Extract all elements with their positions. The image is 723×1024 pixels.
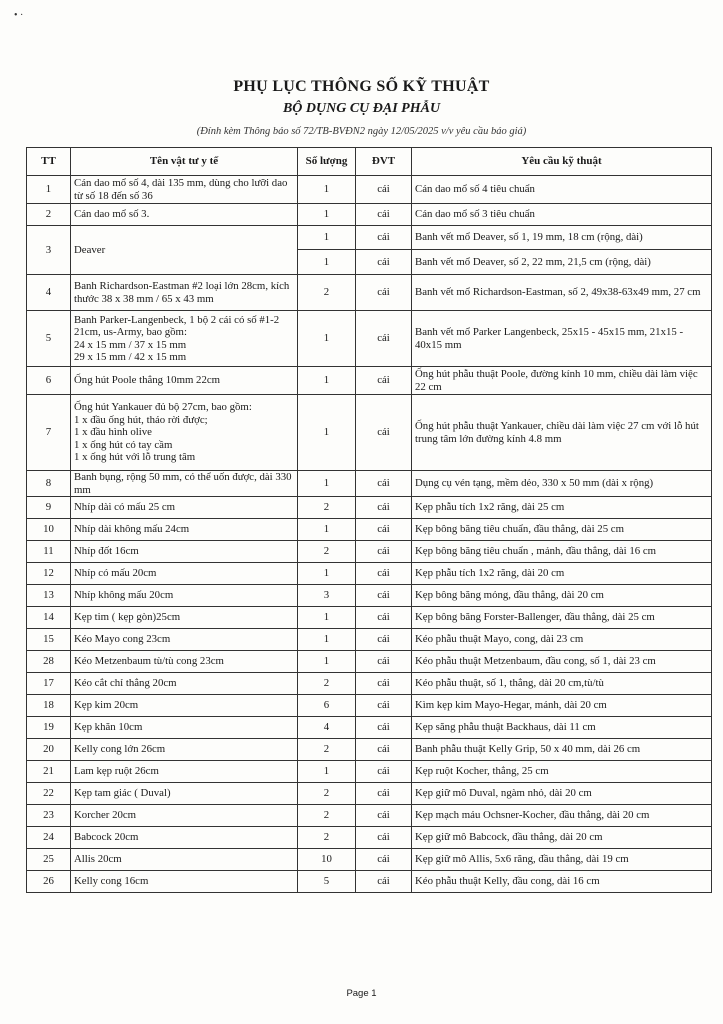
cell-spec: Kẹp giữ mô Babcock, đầu thẳng, dài 20 cm — [412, 827, 712, 849]
cell-name: Nhíp dài không mấu 24cm — [71, 519, 298, 541]
cell-unit: cái — [356, 395, 412, 471]
page-footer: Page 1 — [346, 988, 377, 999]
table-row — [27, 871, 712, 893]
cell-tt: 26 — [27, 871, 71, 893]
cell-spec: Kẹp ruột Kocher, thẳng, 25 cm — [412, 761, 712, 783]
spec-table — [26, 147, 712, 893]
cell-name: Korcher 20cm — [71, 805, 298, 827]
cell-spec: Banh vết mổ Parker Langenbeck, 25x15 - 45x15 mm, 21x15 - 40x15 mm — [412, 311, 712, 367]
cell-qty: 1 — [298, 607, 356, 629]
cell-name: Kéo Mayo cong 23cm — [71, 629, 298, 651]
cell-tt: 14 — [27, 607, 71, 629]
cell-tt: 2 — [27, 204, 71, 226]
cell-spec: Kẹp phẫu tích 1x2 răng, dài 20 cm — [412, 563, 712, 585]
cell-name: Nhíp dài có mấu 25 cm — [71, 497, 298, 519]
cell-tt: 3 — [27, 226, 71, 275]
table-row — [27, 367, 712, 395]
cell-spec: Banh phẫu thuật Kelly Grip, 50 x 40 mm, dài 26 cm — [412, 739, 712, 761]
cell-tt: 9 — [27, 497, 71, 519]
cell-unit: cái — [356, 871, 412, 893]
table-row — [27, 695, 712, 717]
cell-name: Nhíp không mấu 20cm — [71, 585, 298, 607]
corner-mark: • · — [14, 10, 24, 21]
cell-qty: 1 — [298, 226, 356, 250]
reference-note: (Đính kèm Thông báo số 72/TB-BVĐN2 ngày 12/05/2025 v/v yêu cầu báo giá) — [196, 126, 527, 137]
table-row — [27, 629, 712, 651]
cell-spec: Ống hút phẫu thuật Yankauer, chiều dài làm việc 27 cm với lỗ hút trung tâm lớn đường kính 4.8 mm — [412, 395, 712, 471]
table-row — [27, 497, 712, 519]
cell-unit: cái — [356, 849, 412, 871]
cell-tt: 24 — [27, 827, 71, 849]
cell-name: Banh bụng, rộng 50 mm, có thể uốn được, dài 330 mm — [71, 471, 298, 497]
table-row — [27, 739, 712, 761]
cell-qty: 1 — [298, 176, 356, 204]
cell-tt: 11 — [27, 541, 71, 563]
cell-spec: Kẹp bông băng Forster-Ballenger, đầu thẳng, dài 25 cm — [412, 607, 712, 629]
cell-spec: Kẹp mạch máu Ochsner-Kocher, đầu thẳng, dài 20 cm — [412, 805, 712, 827]
cell-unit: cái — [356, 563, 412, 585]
cell-tt: 12 — [27, 563, 71, 585]
cell-tt: 19 — [27, 717, 71, 739]
cell-qty: 1 — [298, 761, 356, 783]
cell-unit: cái — [356, 761, 412, 783]
cell-tt: 7 — [27, 395, 71, 471]
cell-qty: 4 — [298, 717, 356, 739]
cell-spec: Kẹp bông băng tiêu chuẩn, đầu thẳng, dài 25 cm — [412, 519, 712, 541]
header-name: Tên vật tư y tế — [71, 148, 298, 176]
cell-unit: cái — [356, 673, 412, 695]
cell-tt: 21 — [27, 761, 71, 783]
cell-spec: Cán dao mổ số 4 tiêu chuẩn — [412, 176, 712, 204]
cell-spec: Kéo phẫu thuật Metzenbaum, đầu cong, số 1, dài 23 cm — [412, 651, 712, 673]
table-row — [27, 761, 712, 783]
cell-unit: cái — [356, 471, 412, 497]
cell-unit: cái — [356, 629, 412, 651]
cell-name: Kẹp tam giác ( Duval) — [71, 783, 298, 805]
cell-qty: 2 — [298, 497, 356, 519]
cell-qty: 1 — [298, 311, 356, 367]
cell-unit: cái — [356, 367, 412, 395]
cell-unit: cái — [356, 717, 412, 739]
cell-spec: Kẹp phẫu tích 1x2 răng, dài 25 cm — [412, 497, 712, 519]
cell-qty: 2 — [298, 275, 356, 311]
cell-unit: cái — [356, 226, 412, 250]
cell-qty: 10 — [298, 849, 356, 871]
cell-spec: Kẹp bông băng mỏng, đầu thẳng, dài 20 cm — [412, 585, 712, 607]
cell-qty: 1 — [298, 563, 356, 585]
cell-tt: 25 — [27, 849, 71, 871]
cell-spec: Ống hút phẫu thuật Poole, đường kính 10 mm, chiều dài làm việc 22 cm — [412, 367, 712, 395]
cell-unit: cái — [356, 250, 412, 275]
cell-tt: 8 — [27, 471, 71, 497]
cell-name: Allis 20cm — [71, 849, 298, 871]
cell-name: Kẹp kim 20cm — [71, 695, 298, 717]
table-row — [27, 673, 712, 695]
cell-spec: Kẹp giữ mô Allis, 5x6 răng, đầu thẳng, dài 19 cm — [412, 849, 712, 871]
cell-tt: 23 — [27, 805, 71, 827]
cell-name: Ống hút Poole thẳng 10mm 22cm — [71, 367, 298, 395]
cell-name: Ống hút Yankauer đủ bộ 27cm, bao gồm: 1 x đầu ống hút, tháo rời được; 1 x đầu hình olive 1 x ống hút có tay cầm 1 x ống hút với lỗ trung tâm — [71, 395, 298, 471]
cell-unit: cái — [356, 651, 412, 673]
cell-name: Kelly cong 16cm — [71, 871, 298, 893]
table-row — [27, 827, 712, 849]
cell-spec: Kìm kẹp kim Mayo-Hegar, mảnh, dài 20 cm — [412, 695, 712, 717]
header-qty: Số lượng — [298, 148, 356, 176]
cell-unit: cái — [356, 585, 412, 607]
cell-spec: Cán dao mổ số 3 tiêu chuẩn — [412, 204, 712, 226]
cell-qty: 1 — [298, 250, 356, 275]
cell-tt: 1 — [27, 176, 71, 204]
cell-unit: cái — [356, 541, 412, 563]
cell-unit: cái — [356, 275, 412, 311]
cell-qty: 1 — [298, 204, 356, 226]
cell-qty: 1 — [298, 519, 356, 541]
cell-name: Deaver — [71, 226, 298, 275]
table-row — [27, 311, 712, 367]
cell-qty: 1 — [298, 471, 356, 497]
cell-unit: cái — [356, 176, 412, 204]
cell-name: Kelly cong lớn 26cm — [71, 739, 298, 761]
table-body — [27, 176, 712, 893]
cell-tt: 20 — [27, 739, 71, 761]
cell-qty: 2 — [298, 805, 356, 827]
cell-unit: cái — [356, 805, 412, 827]
cell-unit: cái — [356, 739, 412, 761]
cell-unit: cái — [356, 783, 412, 805]
cell-qty: 1 — [298, 395, 356, 471]
table-row — [27, 783, 712, 805]
table-row — [27, 519, 712, 541]
table-row — [27, 805, 712, 827]
header-tt: TT — [27, 148, 71, 176]
cell-qty: 3 — [298, 585, 356, 607]
table-row — [27, 226, 712, 250]
cell-name: Kẹp khăn 10cm — [71, 717, 298, 739]
cell-qty: 2 — [298, 673, 356, 695]
cell-qty: 6 — [298, 695, 356, 717]
cell-name: Kéo cắt chỉ thẳng 20cm — [71, 673, 298, 695]
cell-name: Nhíp có mấu 20cm — [71, 563, 298, 585]
cell-unit: cái — [356, 607, 412, 629]
cell-unit: cái — [356, 827, 412, 849]
cell-tt: 6 — [27, 367, 71, 395]
cell-spec: Kẹp bông băng tiêu chuẩn , mảnh, đầu thẳng, dài 16 cm — [412, 541, 712, 563]
cell-qty: 2 — [298, 783, 356, 805]
cell-name: Babcock 20cm — [71, 827, 298, 849]
cell-unit: cái — [356, 311, 412, 367]
cell-tt: 4 — [27, 275, 71, 311]
cell-spec: Dụng cụ vén tạng, mềm dẻo, 330 x 50 mm (dài x rộng) — [412, 471, 712, 497]
cell-qty: 1 — [298, 651, 356, 673]
cell-name: Kẹp tim ( kẹp gòn)25cm — [71, 607, 298, 629]
cell-tt: 15 — [27, 629, 71, 651]
table-row — [27, 176, 712, 204]
cell-spec: Kéo phẫu thuật, số 1, thẳng, dài 20 cm,tù/tù — [412, 673, 712, 695]
cell-qty: 1 — [298, 367, 356, 395]
table-row — [27, 651, 712, 673]
table-row — [27, 395, 712, 471]
cell-spec: Kẹp săng phẫu thuật Backhaus, dài 11 cm — [412, 717, 712, 739]
cell-spec: Banh vết mổ Deaver, số 2, 22 mm, 21,5 cm (rộng, dài) — [412, 250, 712, 275]
cell-name: Cán dao mổ số 4, dài 135 mm, dùng cho lưỡi dao từ số 18 đến số 36 — [71, 176, 298, 204]
cell-tt: 18 — [27, 695, 71, 717]
cell-name: Banh Parker-Langenbeck, 1 bộ 2 cái có số #1-2 21cm, us-Army, bao gồm: 24 x 15 mm / 37 x 15 mm 29 x 15 mm / 42 x 15 mm — [71, 311, 298, 367]
cell-name: Lam kẹp ruột 26cm — [71, 761, 298, 783]
cell-qty: 2 — [298, 827, 356, 849]
cell-tt: 5 — [27, 311, 71, 367]
cell-unit: cái — [356, 497, 412, 519]
cell-tt: 28 — [27, 651, 71, 673]
cell-name: Nhíp đốt 16cm — [71, 541, 298, 563]
cell-unit: cái — [356, 695, 412, 717]
cell-qty: 2 — [298, 541, 356, 563]
table-header-row — [27, 148, 712, 176]
table-row — [27, 541, 712, 563]
cell-unit: cái — [356, 519, 412, 541]
cell-spec: Kéo phẫu thuật Kelly, đầu cong, dài 16 cm — [412, 871, 712, 893]
cell-tt: 10 — [27, 519, 71, 541]
table-row — [27, 204, 712, 226]
page-title: PHỤ LỤC THÔNG SỐ KỸ THUẬT — [233, 78, 490, 95]
table-row — [27, 585, 712, 607]
cell-spec: Banh vết mổ Deaver, số 1, 19 mm, 18 cm (rộng, dài) — [412, 226, 712, 250]
table-row — [27, 607, 712, 629]
cell-qty: 1 — [298, 629, 356, 651]
table-row — [27, 471, 712, 497]
cell-tt: 22 — [27, 783, 71, 805]
cell-name: Kéo Metzenbaum tù/tù cong 23cm — [71, 651, 298, 673]
cell-tt: 17 — [27, 673, 71, 695]
header-spec: Yêu cầu kỹ thuật — [412, 148, 712, 176]
cell-tt: 13 — [27, 585, 71, 607]
cell-spec: Kéo phẫu thuật Mayo, cong, dài 23 cm — [412, 629, 712, 651]
header-unit: ĐVT — [356, 148, 412, 176]
table-row — [27, 849, 712, 871]
page-subtitle: BỘ DỤNG CỤ ĐẠI PHẪU — [282, 101, 441, 116]
cell-unit: cái — [356, 204, 412, 226]
cell-name: Banh Richardson-Eastman #2 loại lớn 28cm, kích thước 38 x 38 mm / 65 x 43 mm — [71, 275, 298, 311]
table-row — [27, 717, 712, 739]
cell-qty: 2 — [298, 739, 356, 761]
table-row — [27, 275, 712, 311]
cell-spec: Banh vết mổ Richardson-Eastman, số 2, 49x38-63x49 mm, 27 cm — [412, 275, 712, 311]
cell-qty: 5 — [298, 871, 356, 893]
table-row — [27, 563, 712, 585]
cell-name: Cán dao mổ số 3. — [71, 204, 298, 226]
cell-spec: Kẹp giữ mô Duval, ngàm nhỏ, dài 20 cm — [412, 783, 712, 805]
